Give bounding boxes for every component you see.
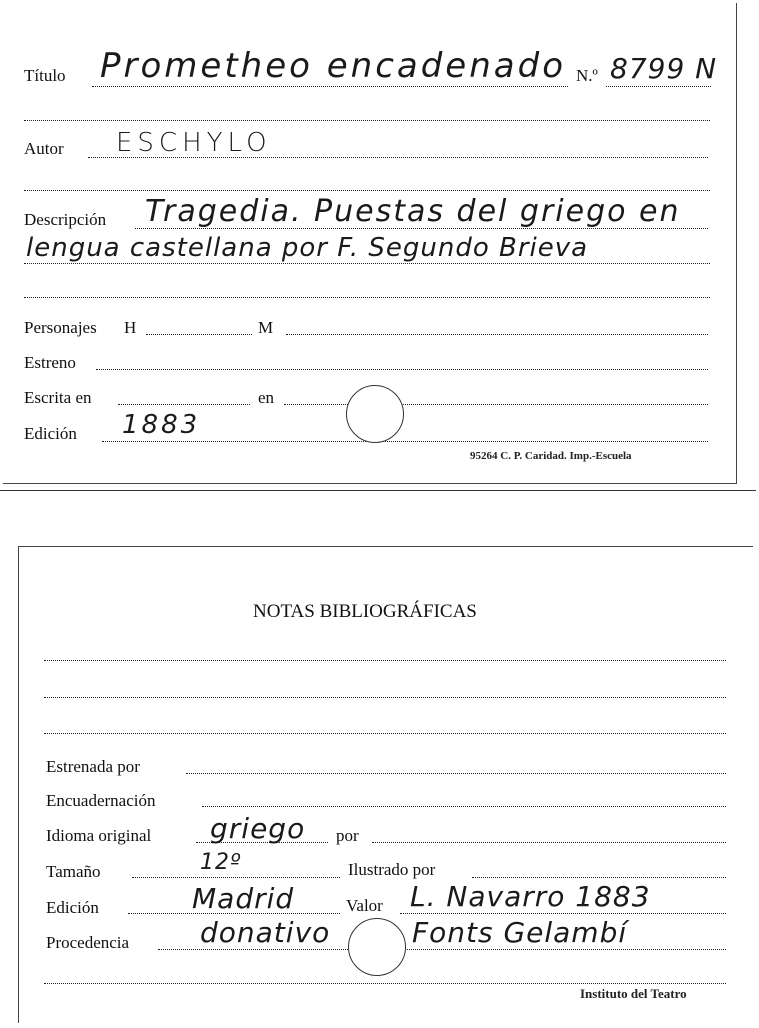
estreno-label: Estreno: [24, 353, 76, 372]
numero-line: [606, 86, 711, 87]
notas-line-2: [44, 697, 726, 698]
personajes-label: Personajes: [24, 318, 97, 337]
edicion-line: [102, 441, 708, 442]
idioma-value: griego: [210, 812, 306, 845]
idioma-label: Idioma original: [46, 826, 152, 845]
titulo-line: [92, 86, 568, 87]
tamano-line: [132, 877, 340, 878]
back-last-line: [44, 983, 726, 984]
idioma-por-label: por: [336, 826, 359, 845]
personajes-m-label: M: [258, 318, 274, 337]
edicion-label: Edición: [24, 424, 77, 443]
estrenada-label: Estrenada por: [46, 757, 140, 776]
descripcion-line-2: [24, 263, 710, 264]
descripcion-value-1: Tragedia. Puestas del griego en: [145, 194, 681, 229]
estrenada-line: [186, 773, 726, 774]
personajes-h-label: H: [124, 318, 137, 337]
punch-hole-front: [346, 385, 404, 443]
numero-value: 8799 N: [610, 52, 718, 85]
encuadernacion-label: Encuadernación: [46, 791, 156, 810]
titulo-extra-line: [24, 120, 710, 121]
descripcion-label: Descripción: [24, 210, 107, 229]
personajes-h-line: [146, 334, 252, 335]
tamano-value: 12º: [200, 850, 242, 875]
ilustrado-label: Ilustrado por: [348, 860, 436, 879]
front-imprint: 95264 C. P. Caridad. Imp.-Escuela: [470, 450, 632, 462]
titulo-label: Título: [24, 66, 66, 85]
escrita-en-label: en: [258, 388, 275, 407]
autor-label: Autor: [24, 139, 64, 158]
front-card-bottom-edge: [0, 490, 756, 491]
notas-heading: NOTAS BIBLIOGRÁFICAS: [253, 601, 477, 622]
notas-line-3: [44, 733, 726, 734]
autor-extra-line: [24, 190, 710, 191]
back-edicion-label: Edición: [46, 898, 99, 917]
personajes-m-line: [286, 334, 708, 335]
back-edicion-value: Madrid: [192, 882, 295, 915]
titulo-value: Prometheo encadenado: [100, 46, 566, 86]
ilustrado-line: [472, 877, 726, 878]
procedencia-value: donativo: [200, 916, 331, 949]
numero-label: N.º: [576, 66, 598, 85]
notas-line-1: [44, 660, 726, 661]
procedencia-label: Procedencia: [46, 933, 130, 952]
punch-hole-back: [348, 918, 406, 976]
procedencia-line: [158, 949, 726, 950]
tamano-label: Tamaño: [46, 862, 101, 881]
edicion-value: 1883: [122, 410, 201, 440]
escrita-label: Escrita en: [24, 388, 92, 407]
descripcion-value-2: lengua castellana por F. Segundo Brieva: [26, 233, 589, 263]
autor-value: ESCHYLO: [116, 128, 272, 158]
back-footer-imprint: Instituto del Teatro: [580, 986, 687, 1001]
escrita-line-1: [118, 404, 250, 405]
encuadernacion-line: [202, 806, 726, 807]
idioma-por-line: [372, 842, 726, 843]
valor-value: L. Navarro 1883: [410, 880, 651, 913]
descripcion-line-3: [24, 297, 710, 298]
valor-line: [400, 913, 726, 914]
estreno-line: [96, 369, 708, 370]
procedencia-value-2: Fonts Gelambí: [412, 916, 628, 949]
valor-label: Valor: [346, 896, 383, 915]
